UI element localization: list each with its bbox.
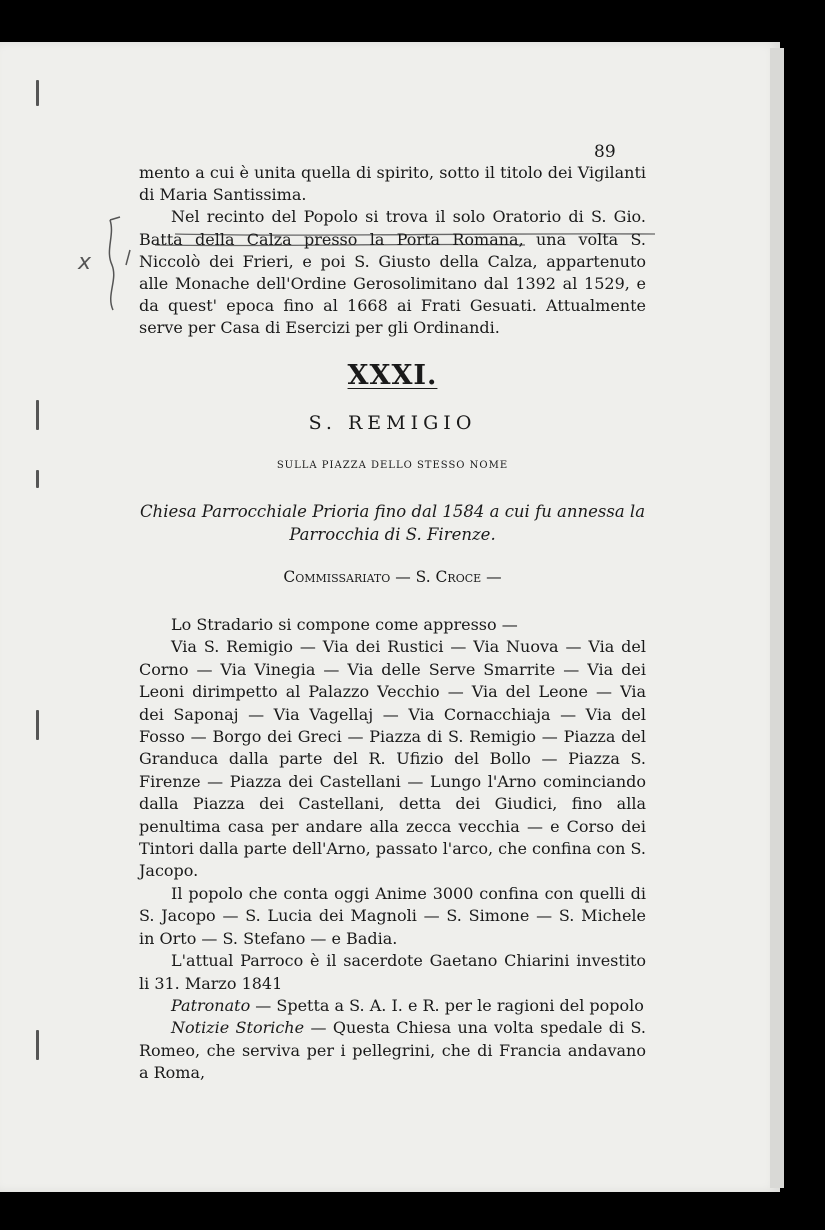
paragraph: Lo Stradario si compone come appresso — xyxy=(171,615,518,634)
paragraph: L'attual Parroco è il sacerdote Gaetano Chiarini investito li 31. Marzo 1841 xyxy=(139,951,646,993)
paragraph: Nel recinto del Popolo si trova il solo Oratorio di S. Gio. Batta della Calza presso la Porta Romana, una volta S. Niccolò dei Frieri, e poi S. Giusto della Calza, appartenuto alle Monache dell'Ordine Gerosolimitano dal 1392 al 1529, e da quest' epoca fino al 1668 ai Frati Gesuati. Attualmente serve per Casa di Esercizi per gli Ordinandi. xyxy=(139,207,646,338)
page-number: 89 xyxy=(594,142,616,162)
paragraph xyxy=(139,1017,646,1084)
margin-x-annotation: x xyxy=(78,250,92,275)
paragraph: Via S. Remigio — Via dei Rustici — Via Nuova — Via del Corno — Via Vinegia — Via delle Serve Smarrite — Via dei Leoni dirimpetto al Palazzo Vecchio — Via del Leone — Via dei Saponaj — Via Vagellaj — Via Cornacchiaja — Via del Fosso — Borgo dei Greci — Piazza di S. Remigio — Piazza del Granduca dalla parte del R. Ufizio del Bollo — Piazza S. Firenze — Piazza dei Castellani — Lungo l'Arno cominciando dalla Piazza dei Castellani, detta dei Giudici, fino alla penultima casa per andare alla zecca vecchia — e Corso dei Tintori dalla parte dell'Arno, passato l'arco, che confina con S. Jacopo. xyxy=(139,637,646,881)
page-edge xyxy=(770,48,784,1188)
continuation-text xyxy=(139,162,646,340)
chapter-subtitle: SULLA PIAZZA DELLO STESSO NOME xyxy=(276,460,509,471)
paragraph: mento a cui è unita quella di spirito, sotto il titolo dei Vigilanti di Maria Santissima. xyxy=(139,163,646,205)
binding-stitches xyxy=(36,70,42,1150)
chapter-title: S. REMIGIO xyxy=(308,412,477,434)
body-text xyxy=(139,614,646,1085)
paragraph: Il popolo che conta oggi Anime 3000 confina con quelli di S. Jacopo — S. Lucia dei Magnoli — S. Simone — S. Michele in Orto — S. Stefano — e Badia. xyxy=(139,883,646,948)
patronato-label: Patronato xyxy=(171,995,251,1015)
commissariato-line: Commissariato — S. Croce — xyxy=(283,568,502,586)
paragraph xyxy=(139,995,646,1017)
chapter-number: XXXI. xyxy=(347,360,438,391)
notizie-label: Notizie Storiche xyxy=(171,1018,305,1038)
chapter-description: Chiesa Parrocchiale Prioria fino dal 1584 a cui fu annessa la Parrocchia di S. Firenze. xyxy=(139,502,646,544)
notizie-text: — Questa Chiesa una volta spedale di S. Romeo, che serviva per i pellegrini, che di Francia andavano a Roma, xyxy=(139,1018,647,1083)
patronato-text: — Spetta a S. A. I. e R. per le ragioni del popolo xyxy=(250,995,644,1015)
